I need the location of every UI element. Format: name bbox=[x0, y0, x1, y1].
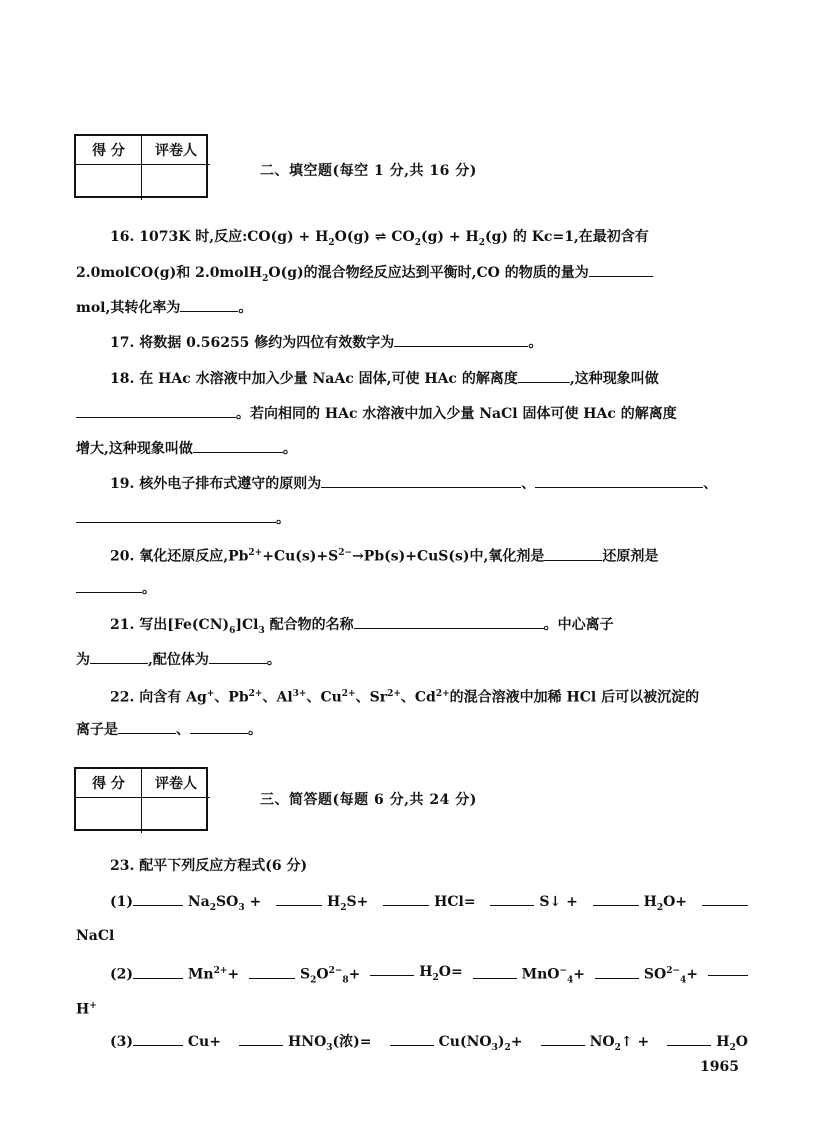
q23-eq2-cont: H+ bbox=[76, 1001, 97, 1018]
q19-line1: 19. 核外电子排布式遵守的原则为 、 、 bbox=[110, 473, 748, 494]
coef-blank[interactable] bbox=[490, 891, 534, 906]
q17-line: 17. 将数据 0.56255 修约为四位有效数字为 。 bbox=[110, 332, 748, 353]
answer-blank[interactable] bbox=[394, 332, 528, 347]
score-header: 得 分 bbox=[76, 769, 142, 798]
section2-title: 二、填空题(每空 1 分,共 16 分) bbox=[260, 163, 477, 179]
q19-line2: 。 bbox=[76, 508, 748, 529]
page-number: 1965 bbox=[700, 1059, 739, 1075]
coef-blank[interactable] bbox=[383, 891, 429, 906]
q23-eq1-cont: NaCl bbox=[76, 928, 115, 944]
answer-blank[interactable] bbox=[90, 649, 148, 664]
answer-blank[interactable] bbox=[544, 546, 602, 561]
answer-blank[interactable] bbox=[321, 473, 521, 488]
coef-blank[interactable] bbox=[593, 891, 639, 906]
q16-line2: 2.0molCO(g)和 2.0molH$_2$O(g)的混合物经反应达到平衡时,CO 的物质的量为 bbox=[76, 262, 748, 289]
q21-line2: 为 ,配位体为 。 bbox=[76, 649, 748, 670]
answer-blank[interactable] bbox=[354, 614, 544, 629]
equilibrium-arrow: ⇌ bbox=[369, 229, 392, 245]
q23-title: 23. 配平下列反应方程式(6 分) bbox=[110, 858, 308, 874]
answer-blank[interactable] bbox=[76, 508, 276, 523]
coef-blank[interactable] bbox=[133, 964, 183, 979]
score-table-section2 bbox=[74, 134, 208, 198]
grader-header: 评卷人 bbox=[142, 769, 210, 798]
q22-line2: 离子是 、 。 bbox=[76, 719, 748, 740]
q18-line1: 18. 在 HAc 水溶液中加入少量 NaAc 固体,可使 HAc 的解离度 ,这种现象叫做 bbox=[110, 368, 748, 389]
coef-blank[interactable] bbox=[541, 1031, 585, 1046]
q22-line1: 22. 向含有 Ag+、$Pb^{2+}$、$Al^{3+}$、$Cu^{2+}$、$Sr^{2+}$、$Cd^{2+}$的混合溶液中加稀 HCl 后可以被沉淀的 bbox=[110, 689, 700, 706]
q20-line1: 20. 氧化还原反应$,Pb^{2+}+Cu(s)+S^{2-}\to Pb(s)+CuS(s)$中,氧化剂是 还原剂是 bbox=[110, 543, 748, 567]
section3-title: 三、简答题(每题 6 分,共 24 分) bbox=[260, 792, 477, 808]
coef-blank[interactable] bbox=[702, 891, 748, 906]
coef-blank[interactable] bbox=[370, 961, 414, 976]
grader-cell[interactable] bbox=[142, 798, 210, 833]
answer-blank[interactable] bbox=[518, 368, 570, 383]
coef-blank[interactable] bbox=[595, 964, 639, 979]
q23-eq1: (1) $Na_2SO_3$ + $H_2S+$ HCl= S↓ + $H_2O+$ bbox=[110, 891, 748, 918]
score-cell[interactable] bbox=[76, 798, 142, 833]
coef-blank[interactable] bbox=[276, 891, 322, 906]
answer-blank[interactable] bbox=[180, 297, 238, 312]
coef-blank[interactable] bbox=[667, 1031, 711, 1046]
coef-blank[interactable] bbox=[133, 1031, 183, 1046]
answer-blank[interactable] bbox=[589, 262, 653, 277]
q20-line2: 。 bbox=[76, 578, 748, 599]
coef-blank[interactable] bbox=[708, 961, 748, 976]
q16-line3: mol,其转化率为 。 bbox=[76, 297, 748, 318]
coef-blank[interactable] bbox=[473, 964, 517, 979]
answer-blank[interactable] bbox=[76, 578, 142, 593]
grader-cell[interactable] bbox=[142, 165, 210, 200]
grader-header: 评卷人 bbox=[142, 136, 210, 165]
score-cell[interactable] bbox=[76, 165, 142, 200]
answer-blank[interactable] bbox=[76, 403, 236, 418]
q16-text: 16. 1073K 时,反应:CO(g) + H bbox=[110, 229, 329, 245]
q23-eq3: (3) Cu+ $HNO_3$(浓)= $Cu(NO_3)_2+$ $NO_2↑$ + $H_2O$ bbox=[110, 1031, 748, 1058]
answer-blank[interactable] bbox=[190, 719, 248, 734]
coef-blank[interactable] bbox=[239, 1031, 283, 1046]
answer-blank[interactable] bbox=[193, 438, 283, 453]
answer-blank[interactable] bbox=[535, 473, 703, 488]
score-table-section3 bbox=[74, 767, 208, 831]
q18-line2: 。若向相同的 HAc 水溶液中加入少量 NaCl 固体可使 HAc 的解离度 bbox=[76, 403, 748, 424]
answer-blank[interactable] bbox=[209, 649, 267, 664]
q18-line3: 增大,这种现象叫做 。 bbox=[76, 438, 748, 459]
coef-blank[interactable] bbox=[390, 1031, 434, 1046]
q16-line1: 16. 1073K 时,反应:CO(g) + $H_2O(g)$ ⇌ $CO_2(g) + H_2(g)$ 的 Kc=1,在最初含有 bbox=[110, 229, 649, 248]
answer-blank[interactable] bbox=[118, 719, 176, 734]
coef-blank[interactable] bbox=[133, 891, 183, 906]
q21-line1: 21. 写出$[Fe(CN)_6]Cl_3$ 配合物的名称 。中心离子 bbox=[110, 614, 748, 641]
coef-blank[interactable] bbox=[249, 964, 295, 979]
score-header: 得 分 bbox=[76, 136, 142, 165]
q23-eq2: (2) $Mn^{2+}+$ $S_2O^{2-}_8+$ $H_2O=$ MnO−$_4$+ $SO^{2-}_4+$ bbox=[110, 961, 748, 990]
